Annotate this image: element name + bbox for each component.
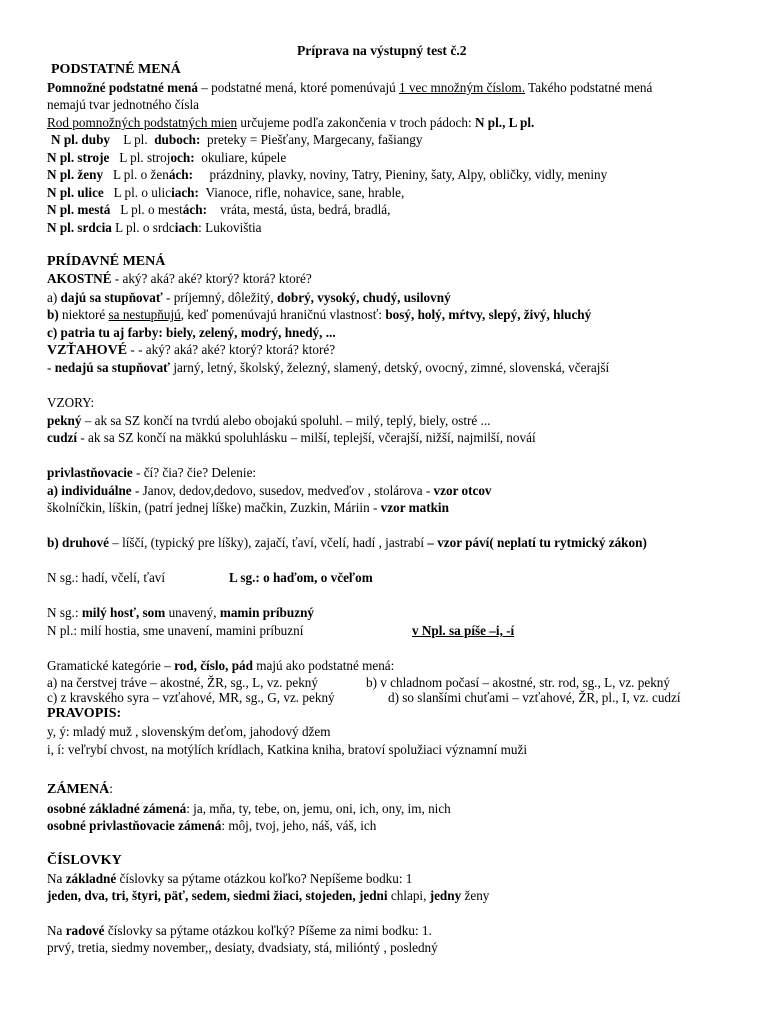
vzor-pekny: pekný – ak sa SZ končí na tvrdú alebo obojakú spoluhl. – milý, teplý, biely, ostré ... <box>47 413 491 428</box>
example-b: b) v chladnom počasí – akostné, str. rod, sg., L, vz. pekný <box>366 675 670 690</box>
noun-row: N pl. stroje L pl. strojoch: okuliare, kúpele <box>47 150 287 165</box>
nouns-intro: Pomnožné podstatné mená – podstatné mená, ktoré pomenúvajú 1 vec množným číslom. Takého podstatné mená <box>47 80 653 95</box>
vzory-label: VZORY: <box>47 395 95 410</box>
druhove-line: b) druhové – líščí, (typický pre líšky), zajačí, ťaví, včelí, hadí , jastrabí – vzor páví( neplatí tu rytmický zákon) <box>47 535 647 550</box>
noun-row: N pl. srdcia L pl. o srdciach: Lukovištia <box>47 220 262 235</box>
nedaju-line: - nedajú sa stupňovať jarný, letný, školský, železný, slamený, detský, ovocný, zimné, slovenská, včerajší <box>47 360 610 375</box>
numerals-zakladne: Na základné číslovky sa pýtame otázkou koľko? Nepíšeme bodku: 1 <box>47 871 413 886</box>
gram-categories: Gramatické kategórie – rod, číslo, pád majú ako podstatné mená: <box>47 658 395 673</box>
pronouns-line-2: osobné privlastňovacie zámená: môj, tvoj, jeho, náš, váš, ich <box>47 818 377 833</box>
adj-rule-c: c) patria tu aj farby: biely, zelený, modrý, hnedý, ... <box>47 325 336 340</box>
npl-rule: v Npl. sa píše –i, -í <box>412 623 515 638</box>
section-heading-adjectives: PRÍDAVNÉ MENÁ <box>47 254 166 269</box>
noun-row: N pl. mestá L pl. o mestách: vráta, mestá, ústa, bedrá, bradlá, <box>47 202 391 217</box>
gender-rule: Rod pomnožných podstatných mien určujeme podľa zakončenia v troch pádoch: N pl., L pl. <box>47 115 535 130</box>
example-d: d) so slanšími chuťami – vzťahové, ŽR, pl., I, vz. cudzí <box>388 690 681 705</box>
section-heading-pronouns: ZÁMENÁ: <box>47 781 113 797</box>
npl-example: N pl.: milí hostia, sme unavení, mamini príbuzní <box>47 623 304 638</box>
section-heading-nouns: PODSTATNÉ MENÁ <box>51 62 181 77</box>
numerals-radove: Na radové číslovky sa pýtame otázkou koľký? Píšeme za nimi bodku: 1. <box>47 923 432 938</box>
vztahove-line: VZŤAHOVÉ - - aký? aká? aké? ktorý? ktorá? ktoré? <box>47 342 336 358</box>
pravopis-y: y, ý: mladý muž , slovenským deťom, jahodový džem <box>47 724 331 739</box>
page-title: Príprava na výstupný test č.2 <box>297 43 467 58</box>
pravopis-i: i, í: veľrybí chvost, na motýlích krídlach, Katkina kniha, bratoví spolužiaci významní muži <box>47 742 527 757</box>
akostne-line: AKOSTNÉ - aký? aká? aké? ktorý? ktorá? ktoré? <box>47 271 312 286</box>
adj-rule-b: b) niektoré sa nestupňujú, keď pomenúvajú hraničnú vlastnosť: bosý, holý, mŕtvy, slepý, živý, hluchý <box>47 307 592 322</box>
example-c: c) z kravského syra – vzťahové, MR, sg., G, vz. pekný <box>47 690 335 705</box>
noun-row: N pl. duby L pl. duboch: preteky = Piešťany, Margecany, fašiangy <box>51 132 423 147</box>
pravopis-heading: PRAVOPIS: <box>47 706 122 721</box>
privlastnovacie-line: privlastňovacie - čí? čia? čie? Delenie: <box>47 465 257 480</box>
nouns-intro-cont: nemajú tvar jednotného čísla <box>47 97 199 112</box>
individualne-cont: školníčkin, líškin, (patrí jednej líške) mačkin, Zuzkin, Máriin - vzor matkin <box>47 500 449 515</box>
example-a: a) na čerstvej tráve – akostné, ŽR, sg., L, vz. pekný <box>47 675 318 690</box>
pronouns-line-1: osobné základné zámená: ja, mňa, ty, tebe, on, jemu, oni, ich, ony, im, nich <box>47 801 451 816</box>
numerals-zakladne-examples: jeden, dva, tri, štyri, päť, sedem, siedmi žiaci, stojeden, jedni chlapi, jedny ženy <box>47 888 490 903</box>
nsg-example-2: N sg.: milý hosť, som unavený, mamin príbuzný <box>47 605 315 620</box>
vzor-cudzi: cudzí - ak sa SZ končí na mäkkú spoluhlásku – milší, teplejší, včerajší, nižší, najmilší, nováí <box>47 430 536 445</box>
individualne-line: a) individuálne - Janov, dedov,dedovo, susedov, medveďov , stolárova - vzor otcov <box>47 483 492 498</box>
section-heading-numerals: ČÍSLOVKY <box>47 853 122 868</box>
noun-row: N pl. ženy L pl. o ženách: prázdniny, plavky, noviny, Tatry, Pieniny, šaty, Alpy, obličky, vidly, meniny <box>47 167 608 182</box>
adj-rule-a: a) dajú sa stupňovať - príjemný, dôležitý, dobrý, vysoký, chudý, usilovný <box>47 290 451 305</box>
noun-row: N pl. ulice L pl. o uliciach: Vianoce, rifle, nohavice, sane, hrable, <box>47 185 405 200</box>
numerals-radove-examples: prvý, tretia, siedmy november,, desiaty, dvadsiaty, stá, milióntý , posledný <box>47 940 438 955</box>
lsg-example: L sg.: o haďom, o včeľom <box>229 570 373 585</box>
nsg-example-1: N sg.: hadí, včelí, ťaví <box>47 570 166 585</box>
